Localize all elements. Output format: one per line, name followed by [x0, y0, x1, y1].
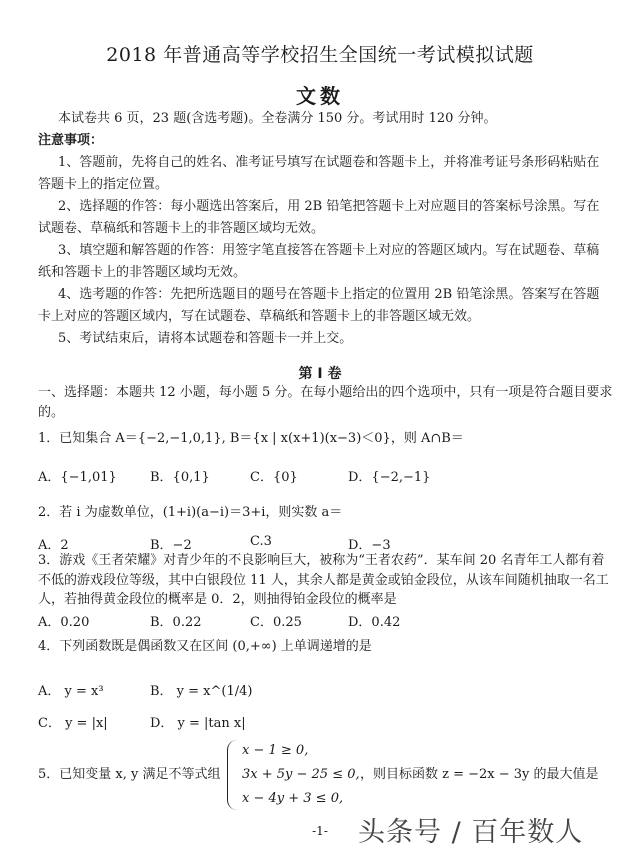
question-4-option-d: D． y = |tan x| — [150, 716, 246, 731]
inequality-line: 3x + 5y − 25 ≤ 0, — [242, 767, 360, 782]
question-5-stem-prefix: 5．已知变量 x, y 满足不等式组 — [38, 767, 221, 782]
notice-heading: 注意事项： — [38, 133, 104, 148]
question-4-option-c: C． y = |x| — [38, 716, 108, 731]
exam-intro: 本试卷共 6 页，23 题(含选考题)。全卷满分 150 分。考试用时 120 分钟。 — [58, 111, 497, 126]
question-4-option-a: A． y = x³ — [38, 684, 104, 699]
part-intro-line: 的。 — [38, 405, 65, 420]
question-1-option-d: D．{−2,−1} — [348, 470, 431, 485]
question-4-option-b: B． y = x^(1/4) — [150, 684, 253, 699]
notice-line: 4、选考题的作答：先把所选题目的题号在答题卡上指定的位置用 2B 铅笔涂黑。答案写在答题 — [58, 287, 600, 302]
question-3-option-b: B．0.22 — [150, 615, 202, 630]
notice-line: 2、选择题的作答：每小题选出答案后，用 2B 铅笔把答题卡上对应题目的答案标号涂黑。写在 — [58, 199, 600, 214]
question-3-option-c: C．0.25 — [250, 615, 302, 630]
section-title: 第 I 卷 — [298, 366, 342, 382]
question-3-stem-line: 人，若抽得黄金段位的概率是 0．2，则抽得铂金段位的概率是 — [38, 592, 397, 607]
question-3-stem-line: 3．游戏《王者荣耀》对青少年的不良影响巨大，被称为“王者农药”．某车间 20 名青年工人都有着 — [38, 553, 605, 568]
page-number: -1- — [312, 824, 328, 838]
part-intro-line: 一、选择题：本题共 12 小题，每小题 5 分。在每小题给出的四个选项中，只有一项是符合题目要求 — [38, 385, 613, 400]
question-3-option-d: D．0.42 — [348, 615, 401, 630]
question-3-option-a: A．0.20 — [38, 615, 90, 630]
notice-line: 1、答题前，先将自己的姓名、准考证号填写在试题卷和答题卡上，并将准考证号条形码粘贴在 — [58, 155, 600, 170]
question-2-option-b: B．−2 — [150, 538, 192, 553]
notice-line: 纸和答题卡上的非答题区域均无效。 — [38, 265, 247, 280]
question-4-stem: 4．下列函数既是偶函数又在区间 (0,+∞) 上单调递增的是 — [38, 639, 372, 654]
question-2-stem: 2．若 i 为虚数单位，(1+i)(a−i)＝3+i，则实数 a＝ — [38, 505, 343, 520]
notice-line: 3、填空题和解答题的作答：用签字笔直接答在答题卡上对应的答题区域内。写在试题卷、草稿 — [58, 243, 600, 258]
notice-line: 卡上对应的答题区域内，写在试题卷、草稿纸和答题卡上的非答题区域无效。 — [38, 309, 481, 324]
notice-line: 5、考试结束后，请将本试题卷和答题卡一并上交。 — [58, 331, 353, 346]
question-1-option-b: B．{0,1} — [150, 470, 210, 485]
inequality-line: x − 4y + 3 ≤ 0, — [242, 791, 344, 806]
watermark-text: 头条号 / 百年数人 — [358, 817, 584, 848]
notice-line: 试题卷、草稿纸和答题卡上的非答题区域均无效。 — [38, 221, 325, 236]
question-1-option-a: A．{−1,01} — [38, 470, 117, 485]
exam-title: 2018 年普通高等学校招生全国统一考试模拟试题 — [106, 44, 534, 66]
inequality-system-brace — [227, 740, 238, 810]
question-1-stem: 1．已知集合 A＝{−2,−1,0,1}, B＝{x | x(x+1)(x−3)＜0}，则 A∩B＝ — [38, 431, 464, 446]
inequality-line: x − 1 ≥ 0, — [242, 743, 309, 758]
subject-heading: 文数 — [296, 84, 344, 108]
question-1-option-c: C．{0} — [250, 470, 298, 485]
question-5-stem-suffix: ，则目标函数 z = −2x − 3y 的最大值是 — [360, 767, 599, 782]
question-2-option-c: C.3 — [250, 534, 272, 549]
question-2-option-d: D．−3 — [348, 538, 391, 553]
question-3-stem-line: 不低的游戏段位等级，其中白银段位 11 人，其余人都是黄金或铂金段位，从该车间随机抽取一名工 — [38, 573, 609, 588]
question-2-option-a: A．2 — [38, 538, 69, 553]
notice-line: 答题卡上的指定位置。 — [38, 177, 169, 192]
